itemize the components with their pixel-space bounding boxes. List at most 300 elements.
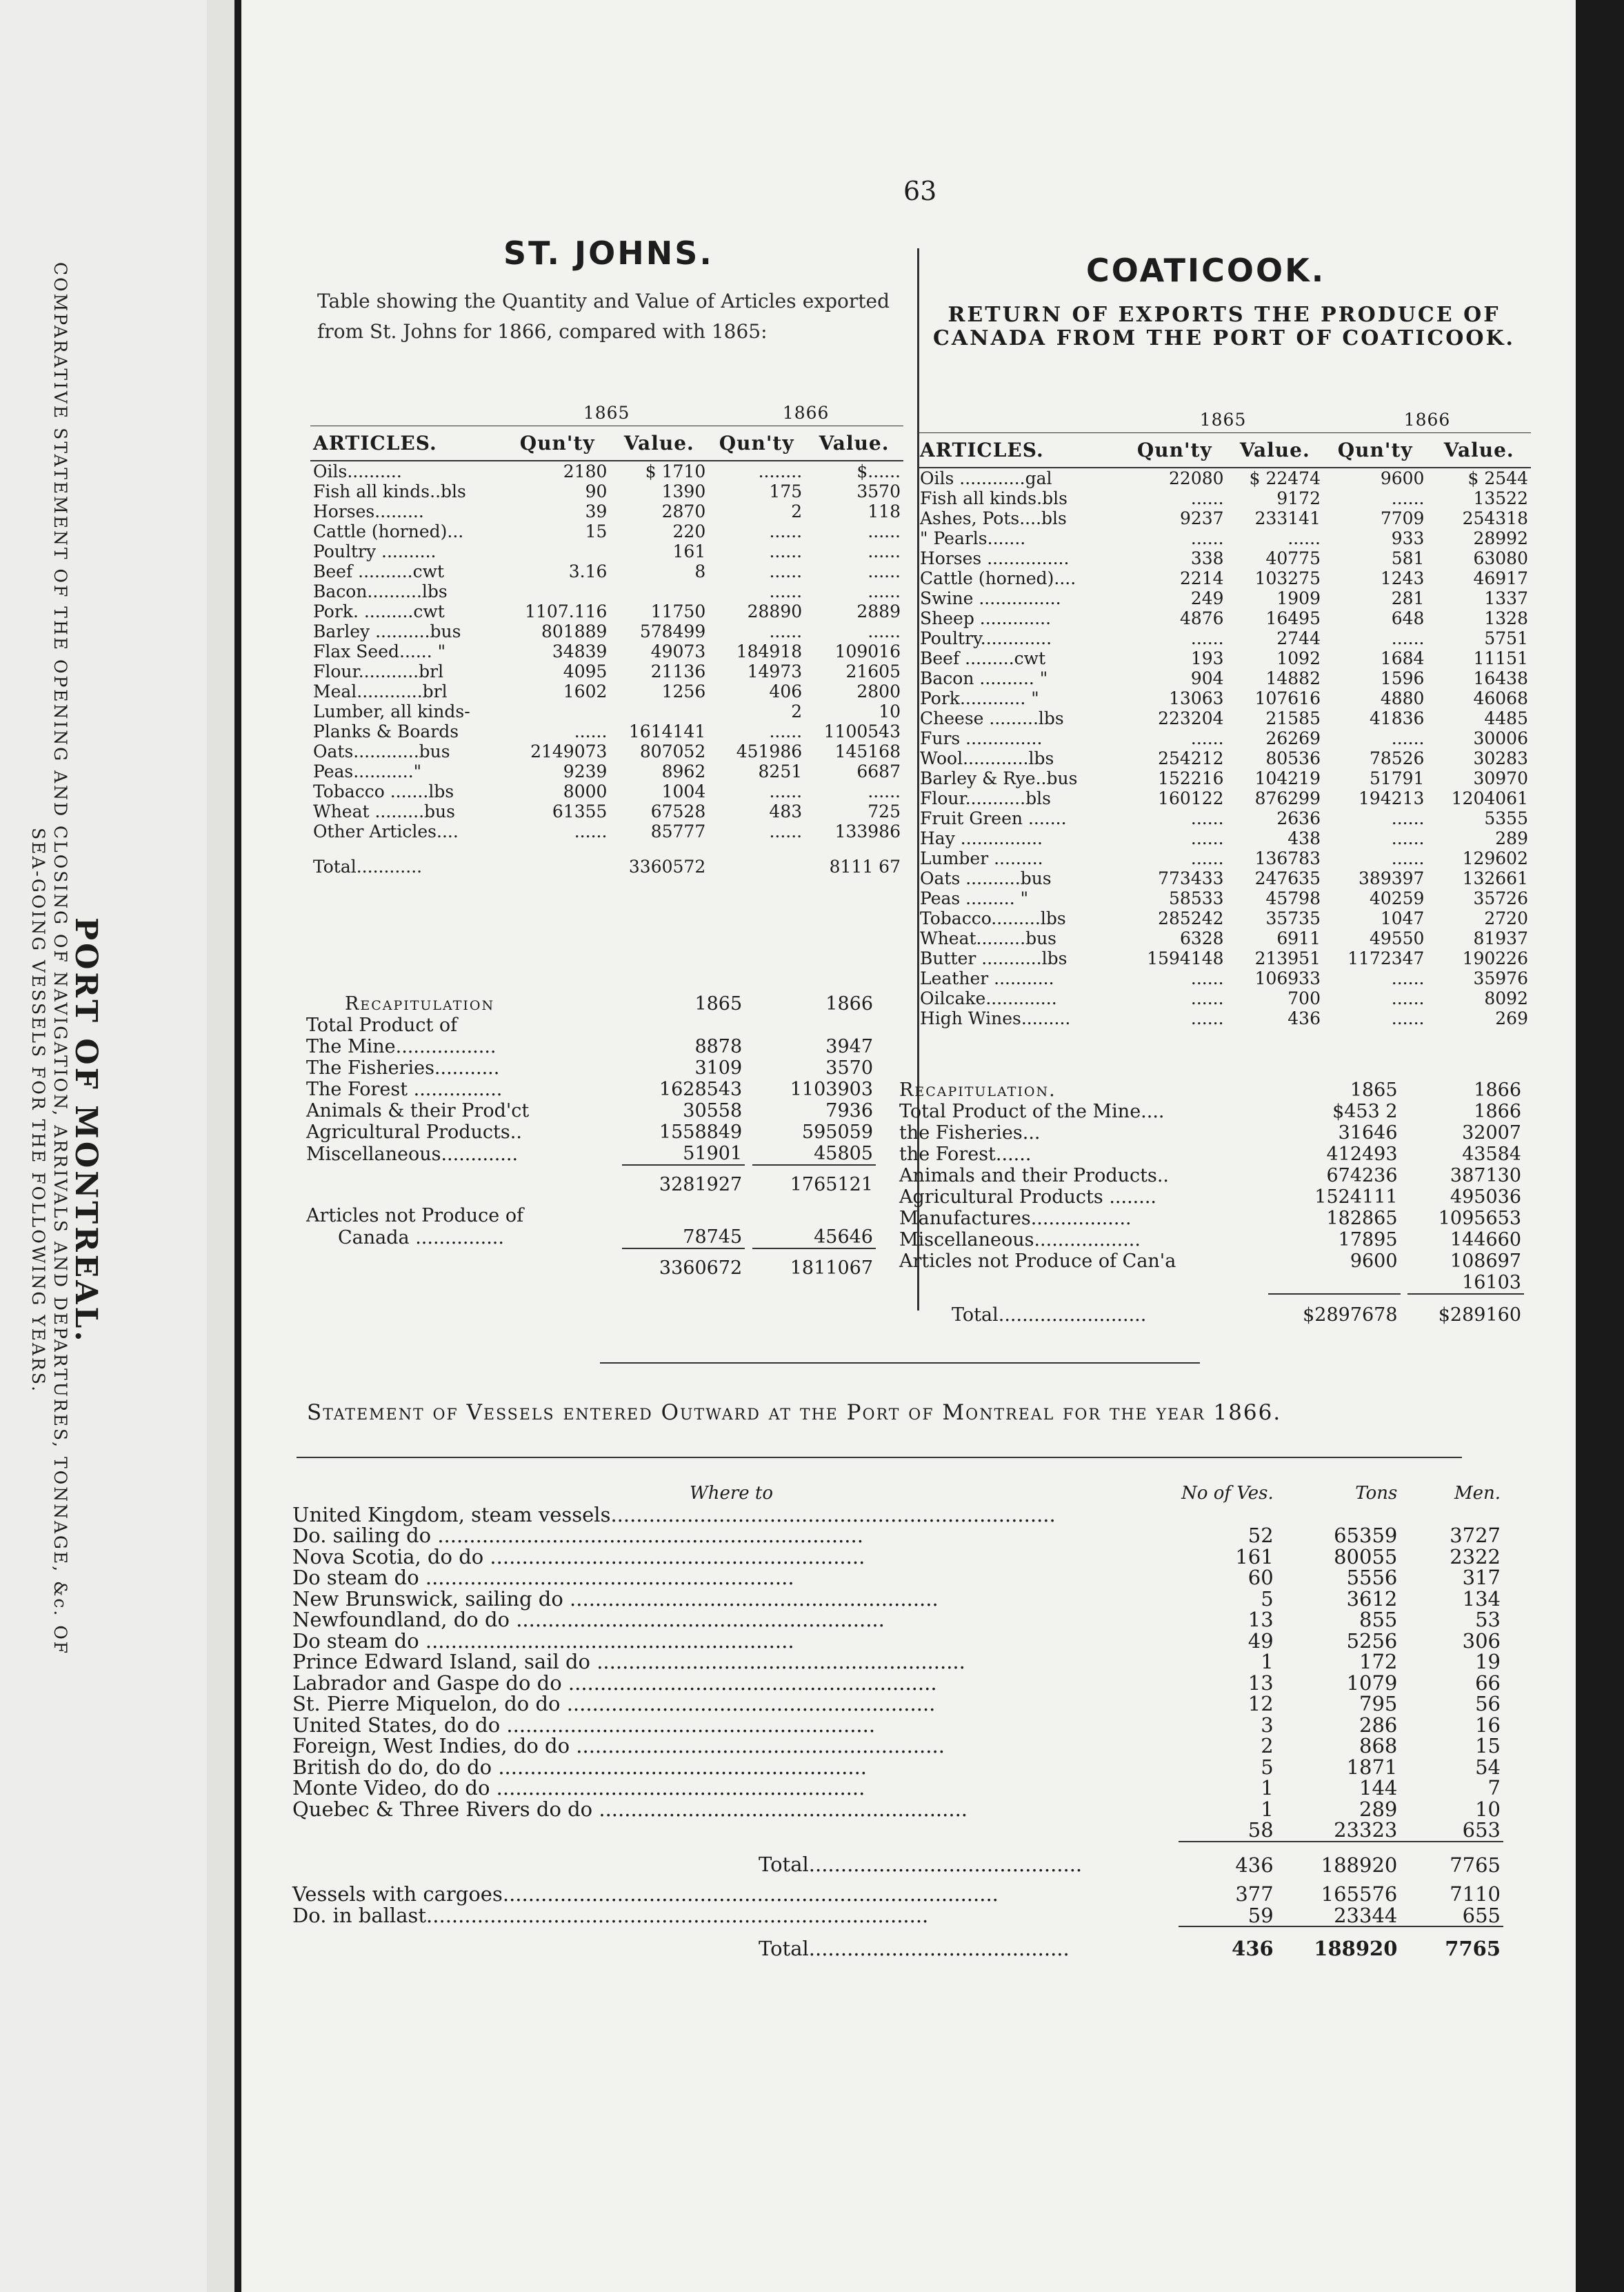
total2-label: Total......................................... [759,1936,1070,1960]
article-name: Oils.......... [313,461,402,481]
qty-1866: 1684 [1380,648,1425,668]
recap-row [303,1057,876,1079]
table-row [310,561,903,581]
article-name: Other Articles.... [313,821,459,841]
table-row [310,601,903,621]
article-name: Lumber ......... [920,848,1043,868]
not-produce-2: Canada ............... [338,1226,504,1248]
vessel-row [290,1631,1503,1652]
total-label: Total......................... [952,1304,1147,1326]
value-1866: 10 [879,701,901,721]
value-1866: 28992 [1473,528,1528,548]
recap-y66: 1866 [825,993,873,1015]
qty-1865: ...... [1190,528,1224,548]
vessel-row [290,1820,1503,1842]
vessel-count [1179,1504,1276,1526]
qty-1865: 285242 [1158,908,1224,928]
table-row [917,648,1531,668]
men: 19 [1475,1650,1501,1673]
qty-1866: ...... [769,721,803,741]
qty-1865: ...... [1190,728,1224,748]
article-name: Ashes, Pots....bls [920,508,1067,528]
col-no: No of Ves. [1181,1483,1274,1504]
value-1865: 26269 [1265,728,1321,748]
qty-1865 [505,541,610,561]
vessel-count: 2 [1261,1734,1274,1757]
qty-1865: 254212 [1158,748,1224,768]
destination: United States, do do .......................................................... [292,1713,876,1737]
qty-1865: 338 [1190,548,1224,568]
value-1865: 578499 [639,621,706,641]
qty-1865 [505,701,610,721]
men: 15 [1475,1734,1501,1757]
qty-1865: 8000 [563,781,608,801]
value-1865: 1256 [661,681,706,701]
qty-1865: 1602 [563,681,608,701]
qty-1865: ...... [1190,848,1224,868]
vessel-count: 1 [1261,1776,1274,1800]
recap-1866: 3570 [825,1057,873,1079]
recap-row [303,1143,876,1165]
article-name: High Wines......... [920,1008,1071,1028]
qty-1866: ...... [1391,848,1425,868]
year-1866: 1866 [1323,407,1531,433]
table-row [917,568,1531,588]
destination: Labrador and Gaspe do do .......................................................... [292,1671,937,1695]
qty-1866: 51791 [1369,768,1425,788]
recap-1866: 1095653 [1438,1208,1521,1229]
recap-1865: 8878 [694,1036,743,1057]
value-1866: ...... [868,561,901,581]
value-1865: 6911 [1276,928,1321,948]
qty-1866: 2 [791,501,803,521]
value-1866: ...... [868,541,901,561]
value-1866: 16438 [1473,668,1528,688]
coaticook-recap [896,1079,1524,1326]
qty-1865: 9239 [563,761,608,781]
value-1865: 106933 [1254,968,1321,988]
side-title: PORT OF MONTREAL. [68,917,103,1344]
recap-y65: 1865 [1350,1079,1398,1101]
qty-1866: 281 [1391,588,1425,608]
qty-1866: ...... [1391,828,1425,848]
vessel-count: 12 [1247,1692,1274,1715]
table-row [917,908,1531,928]
value-1866: 30283 [1473,748,1528,768]
value-1866: 129602 [1462,848,1528,868]
value-1866: 5355 [1484,808,1528,828]
destination: Newfoundland, do do .......................................................... [292,1608,885,1631]
qty-1866: ...... [1391,808,1425,828]
qty-1865: ...... [574,821,608,841]
year-1865: 1865 [505,400,708,426]
men: 3727 [1450,1524,1501,1547]
recap-1865: $453 2 [1332,1101,1398,1122]
value-1865: $ 22474 [1249,468,1321,488]
value-1865: 16495 [1265,608,1321,628]
article-name: Beef ..........cwt [313,561,445,581]
table-row [917,748,1531,768]
recap-1865: 31646 [1338,1122,1398,1144]
qty-1865: ...... [1190,968,1224,988]
recap-1866: 1103903 [790,1079,873,1100]
qty-1865: 773433 [1158,868,1224,888]
qty-1866: 28890 [747,601,803,621]
value-1866: 6687 [856,761,901,781]
table-row [917,468,1531,488]
article-name: Fish all kinds.bls [920,488,1067,508]
value-1866: 4485 [1484,708,1528,728]
recap-label: Animals and their Products.. [899,1165,1169,1186]
recap-label: Agricultural Products ........ [899,1186,1157,1208]
value-1865: 8962 [661,761,706,781]
qty-1865: 193 [1190,648,1224,668]
men: 66 [1475,1671,1501,1695]
value-1865: 67528 [650,801,706,821]
vessel-count: 60 [1247,1566,1274,1589]
value-1865: 45798 [1265,888,1321,908]
value-1865: 136783 [1254,848,1321,868]
col-articles: ARTICLES. [310,426,505,461]
recap-1866 [752,1015,876,1036]
value-1866: 11151 [1473,648,1528,668]
recap-1865: 1524111 [1314,1186,1398,1208]
vessel-count: 3 [1261,1713,1274,1737]
qty-1865: 61355 [552,801,608,821]
recap-label [896,1272,1268,1294]
total1-m: 7765 [1400,1842,1503,1876]
vessel-row [290,1777,1503,1799]
vessels-title: Statement of Vessels entered Outward at the Port of Montreal for the year 1866. [307,1400,1282,1425]
vessel-row [290,1525,1503,1546]
value-1866: 30006 [1473,728,1528,748]
value-1865: 1390 [661,481,706,501]
recap-1865: 1628543 [659,1079,743,1100]
value-1865: 85777 [650,821,706,841]
value-1866: 133986 [834,821,901,841]
recap-row [896,1272,1524,1294]
destination: New Brunswick, sailing do .......................................................... [292,1586,939,1611]
st-johns-recap [303,993,876,1279]
col-where: Where to [690,1483,774,1504]
total-65: 3360572 [628,857,706,877]
men [1400,1504,1503,1526]
recap-row [896,1186,1524,1208]
value-1865: 161 [672,541,706,561]
vessel-row [290,1504,1503,1526]
blank [310,400,505,426]
col-val-66: Value. [805,426,903,461]
qty-1866: 4880 [1380,688,1425,708]
qty-1866: ...... [769,541,803,561]
recap-row [896,1250,1524,1272]
dot-separator [745,1122,752,1143]
recap-label: The Mine................. [306,1036,497,1057]
value-1865: 8 [694,561,706,581]
qty-1866: ...... [769,581,803,601]
qty-1865: ...... [1190,988,1224,1008]
vessel-count: 1 [1261,1797,1274,1821]
article-name: Flour...........brl [313,661,444,681]
vessel-count: 58 [1247,1818,1274,1842]
article-name: Butter ...........lbs [920,948,1067,968]
recap-1866: 495036 [1450,1186,1521,1208]
col-val-65: Value. [610,426,708,461]
value-1865: 1614141 [628,721,706,741]
recap-row [303,1036,876,1057]
vessel-row [290,1757,1503,1778]
table-row [310,721,903,741]
dot-separator [745,1057,752,1079]
qty-1865: 1594148 [1147,948,1224,968]
table-row [917,768,1531,788]
value-1866: ...... [868,621,901,641]
article-name: Wheat.........bus [920,928,1056,948]
value-1866: ...... [868,521,901,541]
article-name: Oils ............gal [920,468,1052,488]
dot-separator [1401,1165,1408,1186]
recap-label: Manufactures................. [899,1208,1132,1229]
article-name: Swine ............... [920,588,1061,608]
qty-1865: 2149073 [530,741,608,761]
qty-1866: 1243 [1380,568,1425,588]
dot-separator [1401,1272,1408,1294]
total2-n: 436 [1179,1926,1276,1960]
value-1866: 2800 [856,681,901,701]
qty-1865: 4095 [563,661,608,681]
article-name: Lumber, all kinds- [313,701,470,721]
value-1866: 1204061 [1451,788,1528,808]
value-1866: 132661 [1462,868,1528,888]
value-1866: 254318 [1462,508,1528,528]
value-1866: 35976 [1473,968,1528,988]
not-produce-1: Articles not Produce of [306,1205,524,1226]
value-1866: 3570 [856,481,901,501]
article-name: Fruit Green ....... [920,808,1067,828]
value-1866: 118 [868,501,901,521]
qty-1865: 6328 [1179,928,1224,948]
qty-1865: 9237 [1179,508,1224,528]
tonnage: 65359 [1334,1524,1398,1547]
recap-label: the Forest...... [899,1144,1032,1165]
destination: Do. sailing do ................................................................... [292,1524,863,1547]
vessel-count: 5 [1261,1586,1274,1611]
qty-1865: 22080 [1169,468,1224,488]
value-1865: 49073 [650,641,706,661]
men: 134 [1462,1586,1501,1611]
page-gutter [207,0,234,2292]
table-row [310,541,903,561]
recap-1865: 674236 [1326,1165,1398,1186]
value-1865: $ 1710 [645,461,706,481]
destination: Monte Video, do do .......................................................... [292,1776,865,1800]
destination: Do steam do .......................................................... [292,1628,794,1653]
tonnage: 172 [1359,1650,1398,1673]
coaticook-heading: COATICOOK. [1086,252,1326,289]
col-val-65: Value. [1227,433,1323,468]
destination: British do do, do do .......................................................... [292,1755,867,1779]
article-name: Cattle (horned)... [313,521,464,541]
recap-1866: 108697 [1450,1250,1521,1272]
qty-1866: ...... [769,521,803,541]
vessel-row [290,1715,1503,1736]
table-row [917,548,1531,568]
value-1866: 35726 [1473,888,1528,908]
value-1866: 145168 [834,741,901,761]
recap-1865: 9600 [1350,1250,1398,1272]
value-1865: 1909 [1276,588,1321,608]
table-row [310,481,903,501]
total1-t: 188920 [1276,1842,1401,1876]
qty-1865: 2180 [563,461,608,481]
value-1865: 103275 [1254,568,1321,588]
men: 653 [1462,1818,1501,1842]
men: 10 [1475,1797,1501,1821]
destination: United Kingdom, steam vessels...................................................................... [292,1502,1056,1526]
qty-1865: 39 [585,501,608,521]
qty-1866: ........ [758,461,803,481]
qty-1866: 8251 [758,761,803,781]
article-name: Oats ..........bus [920,868,1052,888]
ballast-n: 59 [1247,1903,1274,1927]
qty-1866: 1172347 [1347,948,1425,968]
value-1865: 35735 [1265,908,1321,928]
value-1866: 1328 [1484,608,1528,628]
recap-1865 [1268,1272,1401,1294]
article-name: Planks & Boards [313,721,459,741]
recap-row [896,1208,1524,1229]
men: 54 [1475,1755,1501,1779]
men: 56 [1475,1692,1501,1715]
recap-label: Agricultural Products.. [306,1122,522,1143]
value-1865: 2870 [661,501,706,521]
blank [917,407,1123,433]
table-row [917,928,1531,948]
qty-1866: 406 [769,681,803,701]
qty-1866: 933 [1391,528,1425,548]
vessel-count: 49 [1247,1628,1274,1653]
ballast-label: Do. in ballast............................................................................... [292,1904,929,1927]
section-divider [600,1362,1200,1364]
tonnage: 23323 [1334,1818,1398,1842]
dot-separator [1401,1144,1408,1165]
table-row [917,968,1531,988]
article-name: Oilcake............. [920,988,1057,1008]
value-1865: 700 [1287,988,1321,1008]
tonnage: 286 [1359,1713,1398,1737]
vessel-rows [290,1504,1503,1842]
vessel-row [290,1673,1503,1694]
table-row [917,588,1531,608]
st-johns-intro: Table showing the Quantity and Value of Articles exported from St. Johns for 1866, compared with 1865: [317,290,890,343]
table-row [310,801,903,821]
qty-1866: 581 [1391,548,1425,568]
article-name: Horses......... [313,501,424,521]
value-1865: 104219 [1254,768,1321,788]
destination: St. Pierre Miquelon, do do .......................................................... [292,1692,936,1715]
col-val-66: Value. [1427,433,1531,468]
qty-1865: ...... [1190,828,1224,848]
men: 53 [1475,1608,1501,1631]
grand-65: 3360672 [622,1248,745,1279]
vessel-count: 5 [1261,1755,1274,1779]
vessel-row [290,1735,1503,1757]
recap-label: Total Product of the Mine.... [899,1101,1165,1122]
vessels-table [290,1483,1503,1960]
recap-1865: 51901 [683,1143,743,1164]
men: 7 [1487,1776,1501,1800]
dot-separator [1401,1101,1408,1122]
article-name: Sheep ............. [920,608,1052,628]
value-1865: 807052 [639,741,706,761]
tonnage: 795 [1359,1692,1398,1715]
table-row [917,848,1531,868]
tonnage: 855 [1359,1608,1398,1631]
table-row [310,761,903,781]
recap-label: the Fisheries... [899,1122,1041,1144]
value-1866: 63080 [1473,548,1528,568]
recap-1866: 32007 [1462,1122,1521,1144]
qty-1866: 7709 [1380,508,1425,528]
qty-1865: 15 [585,521,608,541]
tonnage: 5256 [1346,1628,1398,1653]
value-1866: 1100543 [823,721,901,741]
recap-1866: 45805 [814,1143,873,1164]
men: 306 [1462,1628,1501,1653]
vessel-count: 1 [1261,1650,1274,1673]
table-row [310,461,903,481]
value-1865: 21585 [1265,708,1321,728]
recap-label: The Fisheries........... [306,1057,500,1079]
vessel-row [290,1588,1503,1610]
recap-1866: 144660 [1450,1229,1521,1250]
dot-separator [745,1079,752,1100]
grand-66: 1811067 [752,1248,876,1279]
article-name: Horses ............... [920,548,1070,568]
recap-1865 [622,1015,745,1036]
recap-row [303,1079,876,1100]
value-1865: 2636 [1276,808,1321,828]
total1-n: 436 [1179,1842,1276,1876]
article-name: Meal............brl [313,681,448,701]
qty-1865: 249 [1190,588,1224,608]
table-row [310,661,903,681]
qty-1866: 9600 [1380,468,1425,488]
dot-separator [1401,1122,1408,1144]
value-1865: 1004 [661,781,706,801]
value-1865: 220 [672,521,706,541]
table-row [917,808,1531,828]
recap-row [303,1015,876,1036]
value-1865: 233141 [1254,508,1321,528]
value-1866: 289 [1495,828,1528,848]
value-1866: 13522 [1473,488,1528,508]
ballast-t: 23344 [1334,1903,1398,1927]
table-row [917,988,1531,1008]
qty-1865: 152216 [1158,768,1224,788]
vessel-row [290,1693,1503,1715]
dot-separator [1401,1250,1408,1272]
recap-1865: 3109 [694,1057,743,1079]
qty-1865: 801889 [541,621,608,641]
recap-rows [303,1015,876,1165]
qty-1866: ...... [1391,1008,1425,1028]
ballast-m: 655 [1462,1903,1501,1927]
side-subtitle-2: SEA-GOING VESSELS FOR THE FOLLOWING YEARS. [28,828,48,1394]
article-name: Tobacco.........lbs [920,908,1066,928]
qty-1865: 4876 [1179,608,1224,628]
article-name: Peas ......... " [920,888,1029,908]
